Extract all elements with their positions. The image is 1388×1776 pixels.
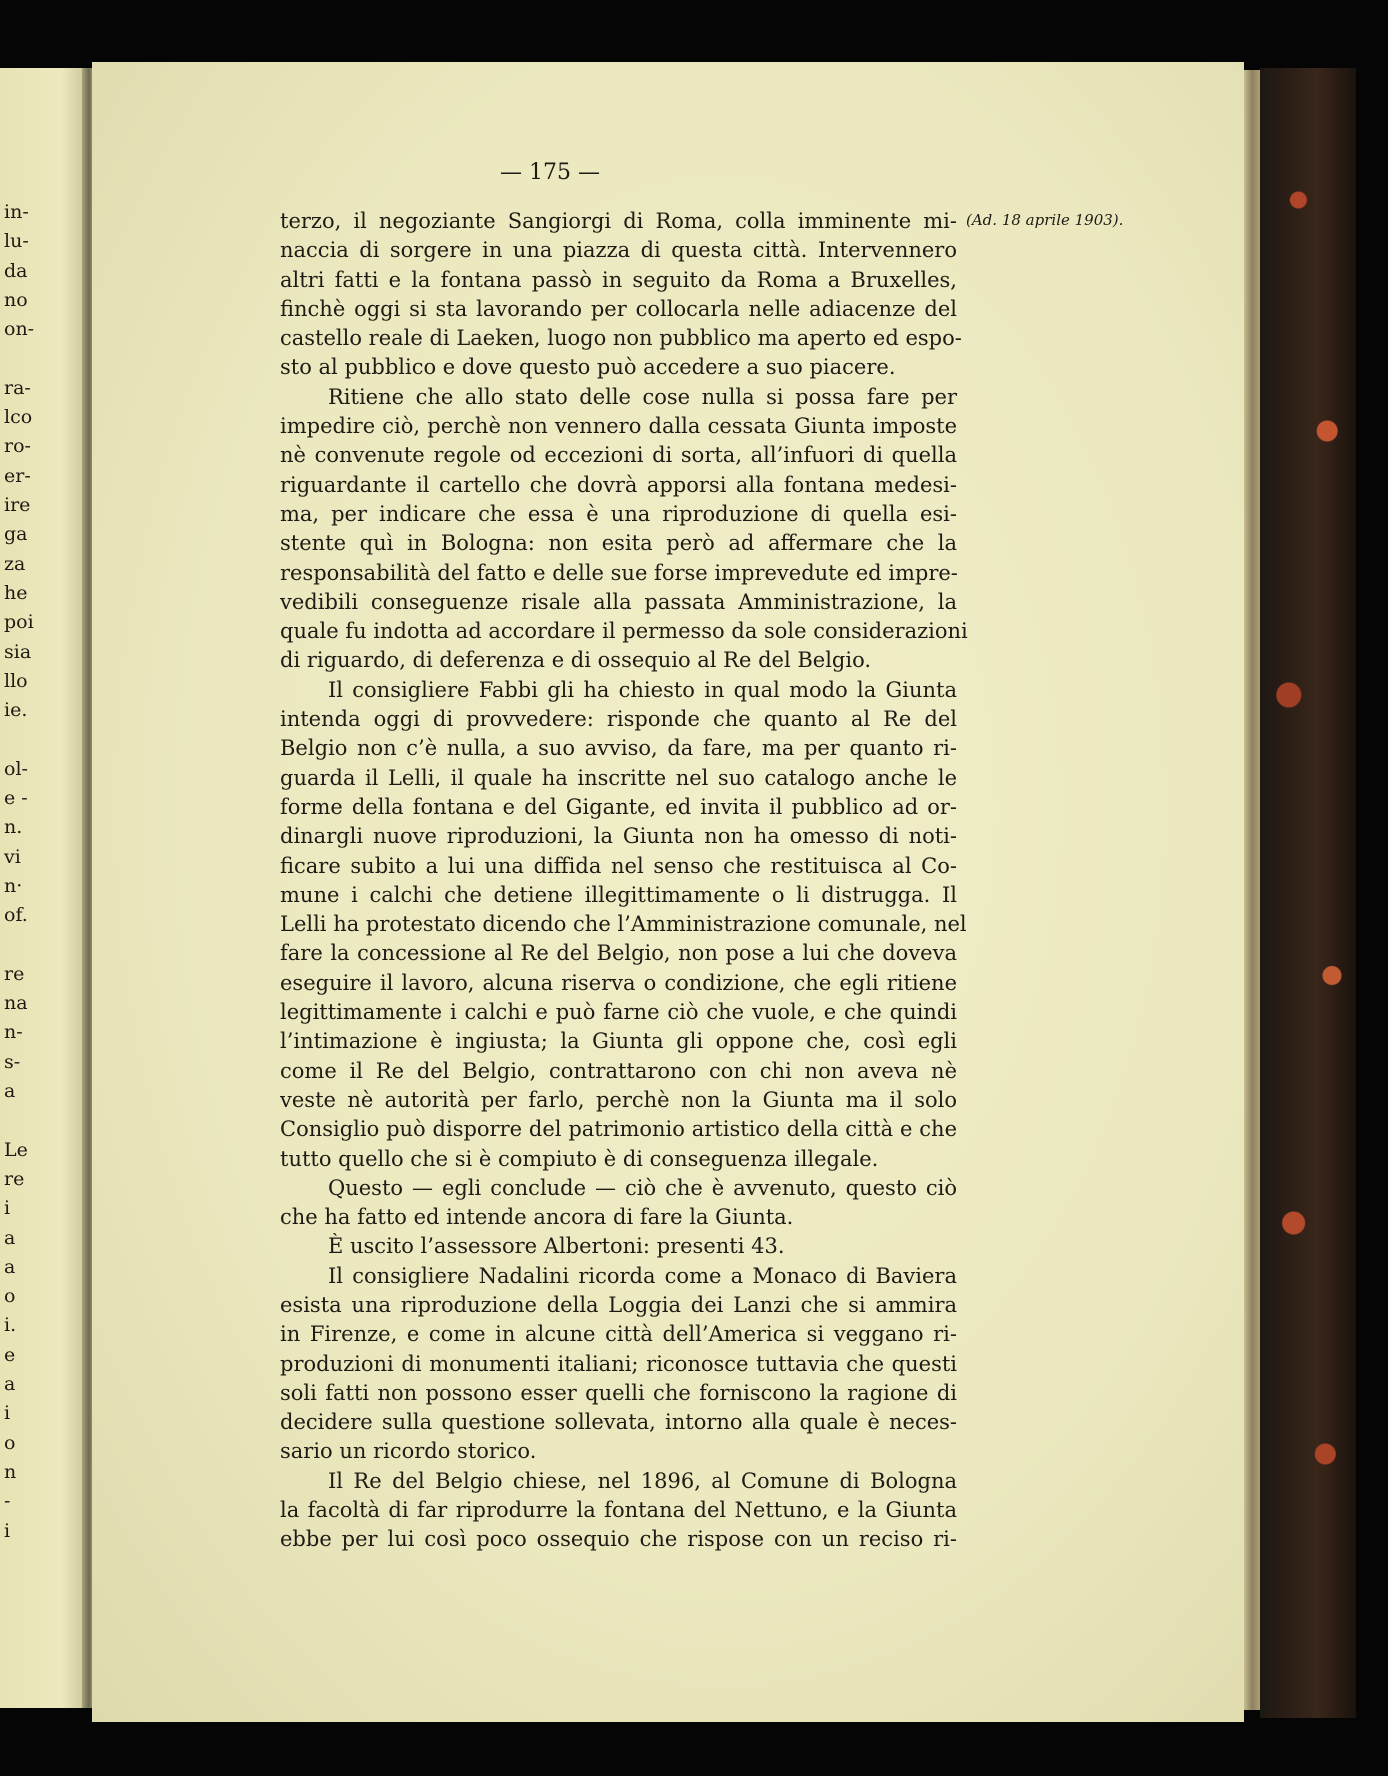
left-page-fragment: in- <box>4 201 29 223</box>
text-line: Consiglio può disporre del patrimonio artistico della città e che <box>280 1117 957 1142</box>
text-line: di riguardo, di deferenza e di ossequio al Re del Belgio. <box>280 648 872 673</box>
page-number: — 175 — <box>500 160 600 185</box>
text-line: riguardante il cartello che dovrà apporsi alla fontana medesi- <box>280 472 957 497</box>
text-line: ma, per indicare che essa è una riproduzione di quella esi- <box>280 501 957 526</box>
left-page-fragment: sia <box>4 640 32 663</box>
left-page-fragment: n· <box>4 874 23 897</box>
left-page-edge <box>0 68 88 1708</box>
left-page-fragment: i <box>4 1197 11 1220</box>
left-page-fragment: of. <box>4 904 28 927</box>
text-line: impedire ciò, perchè non vennero dalla cessata Giunta imposte <box>280 414 957 439</box>
left-page-fragment: ga <box>4 523 28 546</box>
text-line: in Firenze, e come in alcune città dell’America si veggano ri- <box>280 1322 957 1347</box>
text-line: sario un ricordo storico. <box>280 1439 537 1464</box>
left-page-fragment: a <box>4 1226 16 1249</box>
text-line: vedibili conseguenze risale alla passata Amministrazione, la <box>280 589 957 614</box>
left-page-fragment: o <box>4 1431 16 1454</box>
text-line: ebbe per lui così poco ossequio che rispose con un reciso ri- <box>280 1527 957 1552</box>
text-line: Il consigliere Fabbi gli ha chiesto in qual modo la Giunta <box>328 677 957 702</box>
text-line: dinargli nuove riproduzioni, la Giunta non ha omesso di noti- <box>280 824 957 849</box>
text-line: ficare subito a lui una diffida nel senso che restituisca al Co- <box>280 853 957 878</box>
text-line: altri fatti e la fontana passò in seguito da Roma a Bruxelles, <box>280 267 957 292</box>
text-line: terzo, il negoziante Sangiorgi di Roma, colla imminente mi- <box>280 209 957 233</box>
marbled-cover-edge <box>1260 68 1356 1718</box>
text-line: fare la concessione al Re del Belgio, non pose a lui che doveva <box>280 941 957 966</box>
text-line: guarda il Lelli, il quale ha inscritte nel suo catalogo anche le <box>280 765 957 790</box>
left-page-fragment: poi <box>4 611 34 634</box>
text-line: Questo — egli conclude — ciò che è avvenuto, questo ciò <box>328 1175 957 1200</box>
text-line: finchè oggi si sta lavorando per collocarla nelle adiacenze del <box>280 296 957 321</box>
left-page-fragment: no <box>4 288 28 311</box>
left-page-fragment: Le <box>4 1138 28 1161</box>
left-page-fragment: n- <box>4 1021 23 1044</box>
left-page-fragment: on- <box>4 318 35 341</box>
text-line: la facoltà di far riprodurre la fontana del Nettuno, e la Giunta <box>280 1498 957 1523</box>
left-page-fragment: ol- <box>4 757 28 780</box>
text-line: legittimamente i calchi e può farne ciò che vuole, e che quindi <box>280 1000 957 1025</box>
left-page-fragment: ro- <box>4 435 31 458</box>
left-page-fragment: er- <box>4 464 31 487</box>
text-line: Belgio non c’è nulla, a suo avviso, da fare, ma per quanto ri- <box>280 736 957 761</box>
text-line: l’intimazione è ingiusta; la Giunta gli oppone che, così egli <box>280 1029 957 1054</box>
text-line: Il consigliere Nadalini ricorda come a Monaco di Baviera <box>328 1263 957 1288</box>
left-page-fragment: re <box>4 962 25 985</box>
left-page-fragment: e <box>4 1343 16 1366</box>
text-line: Ritiene che allo stato delle cose nulla si possa fare per <box>328 384 957 409</box>
left-page-fragment: i <box>4 1402 11 1425</box>
left-page-fragment: ire <box>4 494 31 516</box>
text-line: castello reale di Laeken, luogo non pubblico ma aperto ed espo- <box>280 326 962 351</box>
text-line: Il Re del Belgio chiese, nel 1896, al Comune di Bologna <box>328 1468 957 1493</box>
text-line: veste nè autorità per farlo, perchè non la Giunta ma il solo <box>280 1087 957 1112</box>
text-line: nè convenute regole od eccezioni di sorta, all’infuori di quella <box>280 443 957 468</box>
body-text <box>280 207 968 1555</box>
left-page-fragment: a <box>4 1255 16 1278</box>
text-line: esista una riproduzione della Loggia dei Lanzi che si ammira <box>280 1292 957 1317</box>
text-line: produzioni di monumenti italiani; riconosce tuttavia che questi <box>280 1351 957 1376</box>
margin-date-note: (Ad. 18 aprile 1903). <box>966 211 1124 229</box>
text-line: naccia di sorgere in una piazza di questa città. Intervennero <box>280 238 957 263</box>
text-line: tutto quello che si è compiuto è di conseguenza illegale. <box>280 1146 879 1171</box>
left-page-fragment: lu- <box>4 230 29 253</box>
left-page-fragment: o <box>4 1285 16 1308</box>
text-line: mune i calchi che detiene illegittimamente o li distrugga. Il <box>280 882 957 907</box>
text-line: eseguire il lavoro, alcuna riserva o condizione, che egli ritiene <box>280 970 957 995</box>
left-page-fragment: ra- <box>4 376 31 399</box>
left-page-fragment: e - <box>4 787 28 809</box>
text-line: come il Re del Belgio, contrattarono con chi non aveva nè <box>280 1058 957 1083</box>
text-line: Lelli ha protestato dicendo che l’Amministrazione comunale, nel <box>280 912 967 937</box>
text-line: che ha fatto ed intende ancora di fare la Giunta. <box>280 1205 794 1230</box>
text-line: decidere sulla questione sollevata, intorno alla quale è neces- <box>280 1410 957 1435</box>
text-line: quale fu indotta ad accordare il permesso da sole considerazioni <box>280 619 968 644</box>
left-page-fragment: vi <box>4 845 21 868</box>
left-page-fragment: i <box>4 1519 11 1542</box>
text-line: intenda oggi di provvedere: risponde che quanto al Re del <box>280 707 957 732</box>
left-page-fragment: da <box>4 259 28 282</box>
left-page-fragment: re <box>4 1167 25 1190</box>
left-page-fragment: a <box>4 1080 16 1102</box>
text-line: responsabilità del fatto e delle sue forse imprevedute ed impre- <box>280 560 958 585</box>
left-page-fragment: a <box>4 1373 16 1395</box>
left-page-fragment: s- <box>4 1050 21 1073</box>
left-page-fragment: llo <box>4 669 28 692</box>
left-page-fragment: he <box>4 581 28 604</box>
left-page-fragment: n. <box>4 816 23 839</box>
text-line: È uscito l’assessore Albertoni: presenti 43. <box>328 1234 785 1259</box>
left-page-fragment: n <box>4 1460 17 1483</box>
left-page-fragment: lco <box>4 406 33 429</box>
left-page-fragment: - <box>4 1490 11 1513</box>
left-page-fragment: ie. <box>4 699 28 722</box>
left-page-fragment: za <box>4 552 26 575</box>
text-line: sto al pubblico e dove questo può accedere a suo piacere. <box>280 355 896 380</box>
text-line: soli fatti non possono esser quelli che forniscono la ragione di <box>280 1380 957 1405</box>
left-page-fragment: i. <box>4 1314 17 1337</box>
text-line: stente quì in Bologna: non esita però ad affermare che la <box>280 531 957 556</box>
left-page-fragment: na <box>4 992 28 1015</box>
text-line: forme della fontana e del Gigante, ed invita il pubblico ad or- <box>280 794 957 819</box>
